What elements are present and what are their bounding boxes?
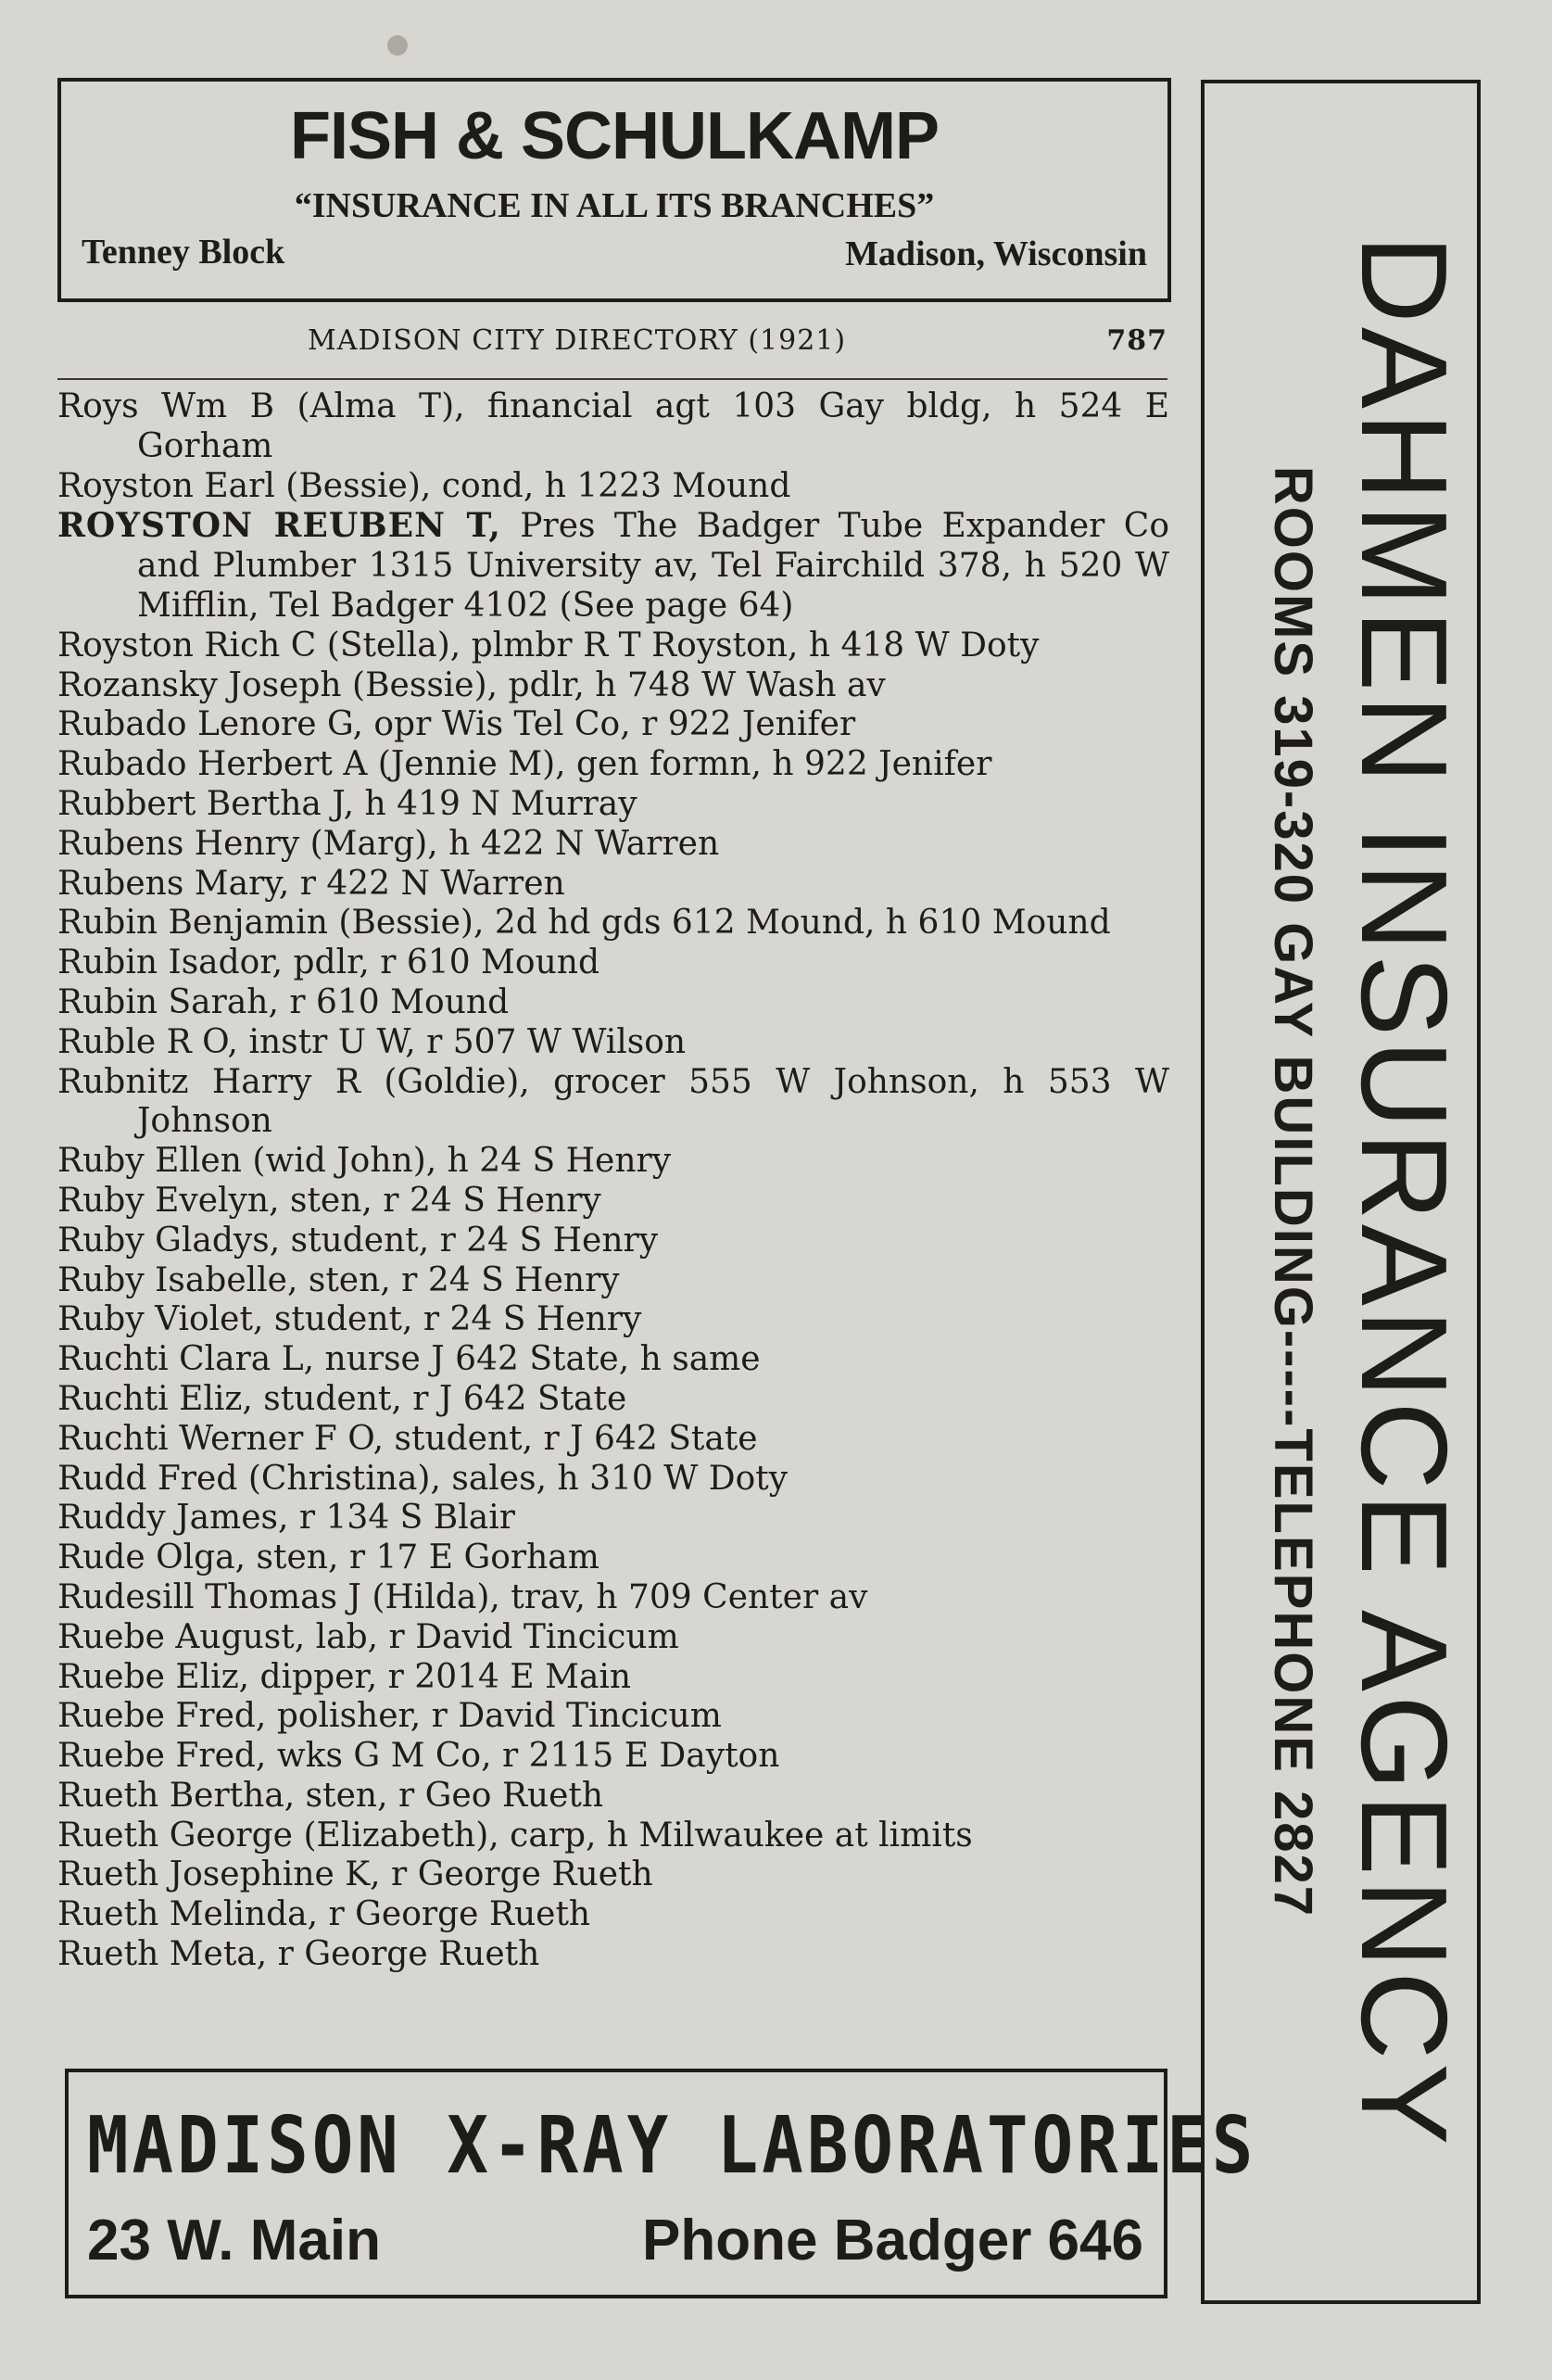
entry-details: (Goldie), grocer 555 W Johnson, h 553 W Johnson <box>137 1062 1169 1141</box>
directory-entry <box>57 387 1169 467</box>
entry-details: instr U W, r 507 W Wilson <box>238 1022 687 1061</box>
entry-name: Ruby Isabelle, <box>57 1260 298 1299</box>
directory-listings <box>57 387 1169 1975</box>
entry-details: r 134 S Blair <box>288 1499 515 1538</box>
entry-details: student, r J 642 State <box>384 1419 758 1458</box>
entry-details: (wid John), h 24 S Henry <box>241 1142 672 1181</box>
ad-tagline: “INSURANCE IN ALL ITS BRANCHES” <box>294 186 935 225</box>
entry-name: ROYSTON REUBEN T, <box>57 506 501 546</box>
directory-entry <box>57 825 1169 865</box>
entry-name: Rueth Meta, <box>57 1935 268 1974</box>
entry-name: Ruchti Clara L, <box>57 1340 315 1379</box>
entry-name: Rudesill Thomas J <box>57 1577 361 1616</box>
entry-details: (Bessie), 2d hd gds 612 Mound, h 610 Mound <box>327 904 1111 943</box>
directory-entry <box>57 1658 1169 1698</box>
directory-entry <box>57 1697 1169 1737</box>
entry-details: opr Wis Tel Co, r 922 Jenifer <box>362 705 856 744</box>
entry-details: wks G M Co, r 2115 E Dayton <box>266 1737 780 1776</box>
entry-details: lab, r David Tincicum <box>305 1617 679 1656</box>
fish-schulkamp-ad <box>57 78 1171 302</box>
entry-details: Pres The Badger Tube Expander Co and Plumber 1315 University av, Tel Fairchild 378, h 520 W Mifflin, Tel Badger 4102 (See page 64) <box>137 507 1169 625</box>
entry-details: student, r J 642 State <box>252 1379 627 1418</box>
entry-name: Rubado Lenore G, <box>57 705 363 744</box>
directory-entry <box>57 785 1169 825</box>
entry-name: Ruble R O, <box>57 1022 238 1061</box>
entry-name: Rubens Mary, <box>57 864 290 903</box>
directory-entry <box>57 1063 1169 1143</box>
entry-name: Royston Earl <box>57 466 275 505</box>
entry-details: (Hilda), trav, h 709 Center av <box>360 1577 868 1616</box>
directory-entry <box>57 1817 1169 1856</box>
dahmen-insurance-ad <box>1201 80 1481 2304</box>
entry-details: pdlr, r 610 Mound <box>283 943 600 982</box>
entry-name: Rueth Melinda, <box>57 1895 319 1934</box>
side-ad-details: ROOMS 319-320 GAY BUILDING-----TELEPHONE 2827 <box>1263 465 1323 1918</box>
entry-details: r George Rueth <box>380 1855 653 1894</box>
ad-lab-phone: Phone Badger 646 <box>642 2209 1143 2272</box>
entry-details: r George Rueth <box>267 1935 540 1974</box>
directory-entry <box>57 1182 1169 1222</box>
ad-lab-name: MADISON X-RAY LABORATORIES <box>87 2100 1257 2192</box>
directory-entry <box>57 1895 1169 1935</box>
entry-details: sten, r 24 S Henry <box>279 1181 601 1220</box>
entry-name: Ruby Evelyn, <box>57 1181 280 1220</box>
paper-speck <box>387 35 408 56</box>
entry-name: Ruby Ellen <box>57 1142 242 1181</box>
entry-name: Ruebe August, <box>57 1617 306 1656</box>
entry-name: Ruebe Fred, <box>57 1697 267 1736</box>
directory-entry <box>57 1935 1169 1975</box>
entry-details: r George Rueth <box>318 1895 591 1934</box>
entry-details: (Marg), h 422 N Warren <box>299 824 720 863</box>
entry-details: h 419 N Murray <box>354 784 637 823</box>
entry-name: Ruby Violet, <box>57 1300 264 1339</box>
entry-details: (Alma T), financial agt 103 Gay bldg, h 524 E Gorham <box>137 387 1169 465</box>
entry-name: Rozansky Joseph <box>57 665 342 704</box>
entry-details: student, r 24 S Henry <box>263 1300 642 1339</box>
directory-entry <box>57 666 1169 706</box>
entry-details: (Stella), plmbr R T Royston, h 418 W Doty <box>316 626 1040 665</box>
directory-entry <box>57 1261 1169 1301</box>
entry-details: sten, r 17 E Gorham <box>246 1538 599 1577</box>
entry-name: Ruby Gladys, <box>57 1221 281 1260</box>
entry-name: Rubbert Bertha J, <box>57 784 355 823</box>
entry-name: Ruchti Eliz, <box>57 1379 253 1418</box>
directory-entry <box>57 627 1169 666</box>
directory-entry <box>57 1142 1169 1182</box>
entry-details: r 610 Mound <box>278 982 510 1021</box>
entry-details: (Bessie), pdlr, h 748 W Wash av <box>341 665 886 704</box>
directory-entry <box>57 506 1169 626</box>
directory-entry <box>57 467 1169 507</box>
entry-name: Rudd Fred <box>57 1459 238 1498</box>
directory-entry <box>57 1222 1169 1261</box>
directory-entry <box>57 1578 1169 1618</box>
xray-laboratories-ad <box>65 2069 1257 2298</box>
entry-name: Ruddy James, <box>57 1499 289 1538</box>
entry-name: Ruchti Werner F O, <box>57 1419 385 1458</box>
directory-entry <box>57 745 1169 785</box>
entry-details: (Elizabeth), carp, h Milwaukee at limits <box>293 1816 973 1855</box>
side-ad-name: DAHMEN INSURANCE AGENCY <box>1336 234 1472 2149</box>
entry-name: Rueth Bertha, <box>57 1776 296 1815</box>
entry-details: sten, r 24 S Henry <box>297 1260 620 1299</box>
entry-name: Rubin Sarah, <box>57 982 279 1021</box>
directory-entry <box>57 1340 1169 1380</box>
directory-entry <box>57 1460 1169 1500</box>
entry-details: nurse J 642 State, h same <box>314 1340 761 1379</box>
ad-company-name: FISH & SCHULKAMP <box>290 99 939 173</box>
directory-entry <box>57 1618 1169 1658</box>
entry-details: dipper, r 2014 E Main <box>249 1657 632 1696</box>
directory-entry <box>57 1737 1169 1777</box>
directory-entry <box>57 1777 1169 1817</box>
directory-entry <box>57 1300 1169 1340</box>
entry-details: r 422 N Warren <box>289 864 565 903</box>
entry-name: Rubens Henry <box>57 824 300 863</box>
directory-title: MADISON CITY DIRECTORY (1921) <box>308 324 847 357</box>
entry-name: Royston Rich C <box>57 626 317 665</box>
directory-entry <box>57 705 1169 745</box>
directory-entry <box>57 865 1169 905</box>
side-ad-rotated-text <box>1202 80 1480 2304</box>
entry-name: Rude Olga, <box>57 1538 246 1577</box>
entry-details: (Christina), sales, h 310 W Doty <box>237 1459 789 1498</box>
running-head <box>57 324 1167 361</box>
directory-entry <box>57 1855 1169 1895</box>
entry-name: Ruebe Eliz, <box>57 1657 250 1696</box>
entry-details: sten, r Geo Rueth <box>295 1776 604 1815</box>
entry-name: Rubin Benjamin <box>57 904 328 943</box>
page-number: 787 <box>1106 324 1167 357</box>
directory-entry <box>57 1380 1169 1420</box>
ad-lab-address: 23 W. Main <box>87 2209 381 2272</box>
directory-entry <box>57 1023 1169 1063</box>
entry-details: (Jennie M), gen formn, h 922 Jenifer <box>367 745 992 784</box>
ad-location-right: Madison, Wisconsin <box>845 234 1147 273</box>
entry-name: Roys Wm B <box>57 387 275 425</box>
entry-details: student, r 24 S Henry <box>280 1221 659 1260</box>
header-rule <box>57 378 1167 380</box>
directory-entry <box>57 943 1169 983</box>
directory-entry <box>57 1538 1169 1578</box>
entry-name: Ruebe Fred, <box>57 1737 267 1776</box>
entry-name: Rubin Isador, <box>57 943 284 982</box>
directory-entry <box>57 983 1169 1023</box>
entry-details: polisher, r David Tincicum <box>266 1697 722 1736</box>
directory-entry <box>57 904 1169 943</box>
ad-location-left: Tenney Block <box>82 233 285 272</box>
directory-entry <box>57 1499 1169 1538</box>
entry-name: Rueth George <box>57 1816 293 1855</box>
entry-name: Rueth Josephine K, <box>57 1855 381 1894</box>
entry-details: (Bessie), cond, h 1223 Mound <box>274 466 791 505</box>
directory-entry <box>57 1420 1169 1460</box>
entry-name: Rubnitz Harry R <box>57 1062 360 1101</box>
entry-name: Rubado Herbert A <box>57 745 368 784</box>
